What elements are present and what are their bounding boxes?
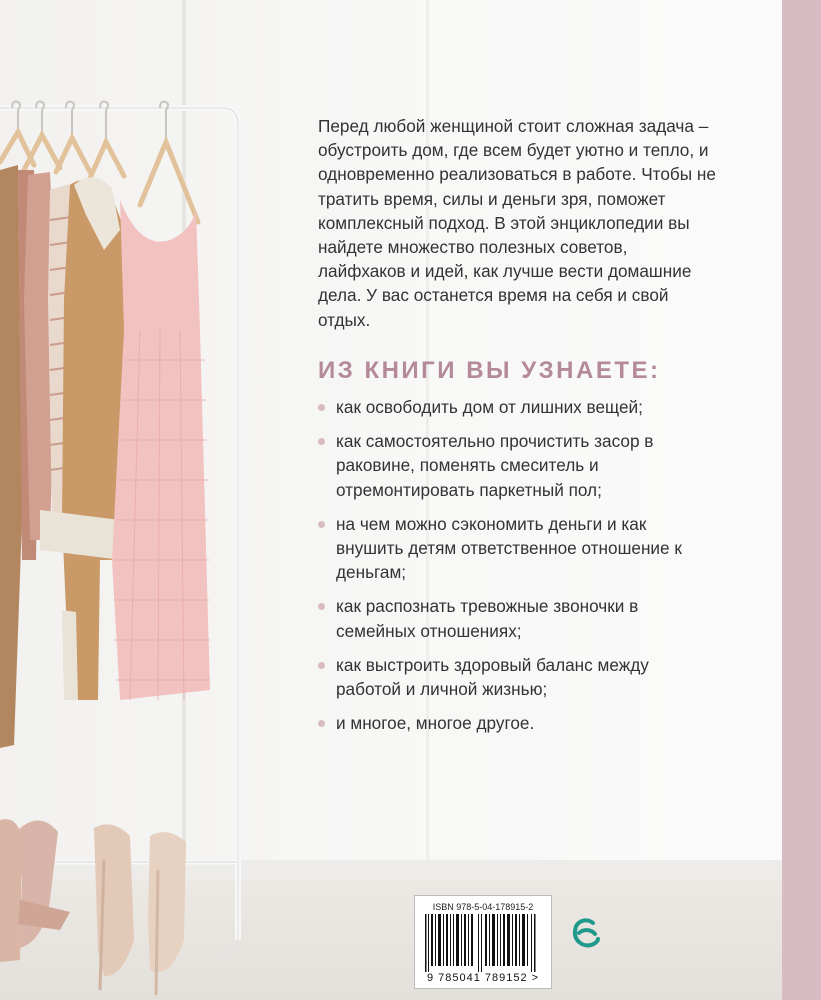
list-item bbox=[318, 512, 718, 585]
list-item-text: как выстроить здоровый баланс между работой и личной жизнью; bbox=[336, 654, 649, 700]
list-item-text: как распознать тревожные звоночки в семейных отношениях; bbox=[336, 596, 639, 641]
list-item-text: на чем можно сэкономить деньги и как внушить детям ответственное отношение к деньгам; bbox=[336, 513, 682, 583]
list-item-text: как освободить дом от лишних вещей; bbox=[336, 397, 643, 417]
list-item bbox=[318, 429, 718, 502]
list-item bbox=[318, 395, 718, 419]
cover-spine-strip bbox=[782, 0, 821, 1000]
list-item bbox=[318, 653, 718, 701]
list-item bbox=[318, 711, 718, 735]
book-description: Перед любой женщиной стоит сложная задача – обустроить дом, где всем будет уютно и тепло, и одновременно реализоваться в работе. Чтобы не тратить время, силы и деньги зря, поможет комплексный подход. В этой энциклопедии вы найдете множество полезных советов, лайфхаков и идей, как лучше вести домашние дела. У вас останется время на себя и свой отдых. bbox=[318, 116, 716, 330]
list-item bbox=[318, 594, 718, 642]
list-item-text: как самостоятельно прочистить засор в раковине, поменять смеситель и отремонтировать паркетный пол; bbox=[336, 431, 654, 500]
bullet-dot-icon bbox=[318, 662, 325, 669]
bullet-dot-icon bbox=[318, 521, 325, 528]
clothing-rack-illustration bbox=[0, 0, 260, 1000]
bullet-list bbox=[318, 395, 718, 745]
bullet-dot-icon bbox=[318, 720, 325, 727]
barcode-icon bbox=[423, 914, 543, 972]
publisher-logo-icon bbox=[571, 917, 601, 951]
list-item-text: и многое, многое другое. bbox=[336, 713, 535, 734]
barcode-number: 9 785041 789152 > bbox=[426, 972, 540, 984]
bullet-dot-icon bbox=[318, 603, 325, 610]
bullet-dot-icon bbox=[318, 404, 325, 411]
isbn-text: ISBN 978-5-04-178915-2 bbox=[432, 902, 534, 912]
bullet-dot-icon bbox=[318, 438, 325, 445]
section-heading: ИЗ КНИГИ ВЫ УЗНАЕТЕ: bbox=[318, 357, 661, 384]
isbn-barcode bbox=[414, 895, 552, 989]
